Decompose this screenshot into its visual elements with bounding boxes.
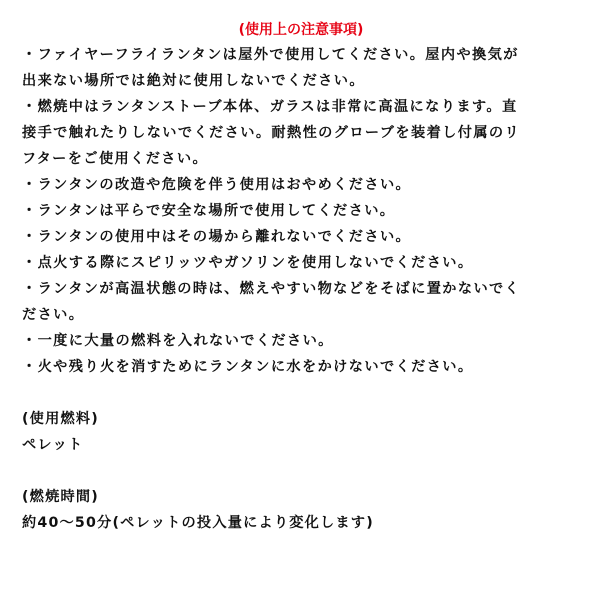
- precaution-line: ・一度に大量の燃料を入れないでください。: [22, 333, 334, 349]
- section-spacer: [22, 380, 580, 406]
- precaution-line: ださい。: [22, 307, 85, 323]
- precaution-line: 接手で触れたりしないでください。耐熱性のグローブを装着し付属のリ: [22, 125, 521, 141]
- section-spacer: [22, 458, 580, 484]
- precaution-line: ・ランタンの改造や危険を伴う使用はおやめください。: [22, 177, 412, 193]
- fuel-section: [22, 406, 580, 458]
- precautions-list: [22, 42, 580, 380]
- precaution-line: 出来ない場所では絶対に使用しないでください。: [22, 73, 365, 89]
- precaution-line: ・ファイヤーフライランタンは屋外で使用してください。屋内や換気が: [22, 47, 519, 63]
- precautions-heading: (使用上の注意事項): [238, 22, 364, 38]
- burn-time-section: [22, 484, 580, 536]
- precaution-line: ・点火する際にスピリッツやガソリンを使用しないでください。: [22, 255, 474, 271]
- precaution-line: ・火や残り火を消すためにランタンに水をかけないでください。: [22, 359, 474, 375]
- precaution-line: ・燃焼中はランタンストーブ本体、ガラスは非常に高温になります。直: [22, 99, 518, 115]
- burn-time-heading: (燃焼時間): [22, 489, 99, 505]
- fuel-heading: (使用燃料): [22, 411, 99, 427]
- precaution-line: ・ランタンは平らで安全な場所で使用してください。: [22, 203, 396, 219]
- fuel-value: ペレット: [22, 437, 84, 453]
- burn-time-value: 約40〜50分(ペレットの投入量により変化します): [22, 515, 374, 531]
- precaution-line: フターをご使用ください。: [22, 151, 209, 167]
- precaution-line: ・ランタンの使用中はその場から離れないでください。: [22, 229, 412, 245]
- precaution-line: ・ランタンが高温状態の時は、燃えやすい物などをそばに置かないでく: [22, 281, 521, 297]
